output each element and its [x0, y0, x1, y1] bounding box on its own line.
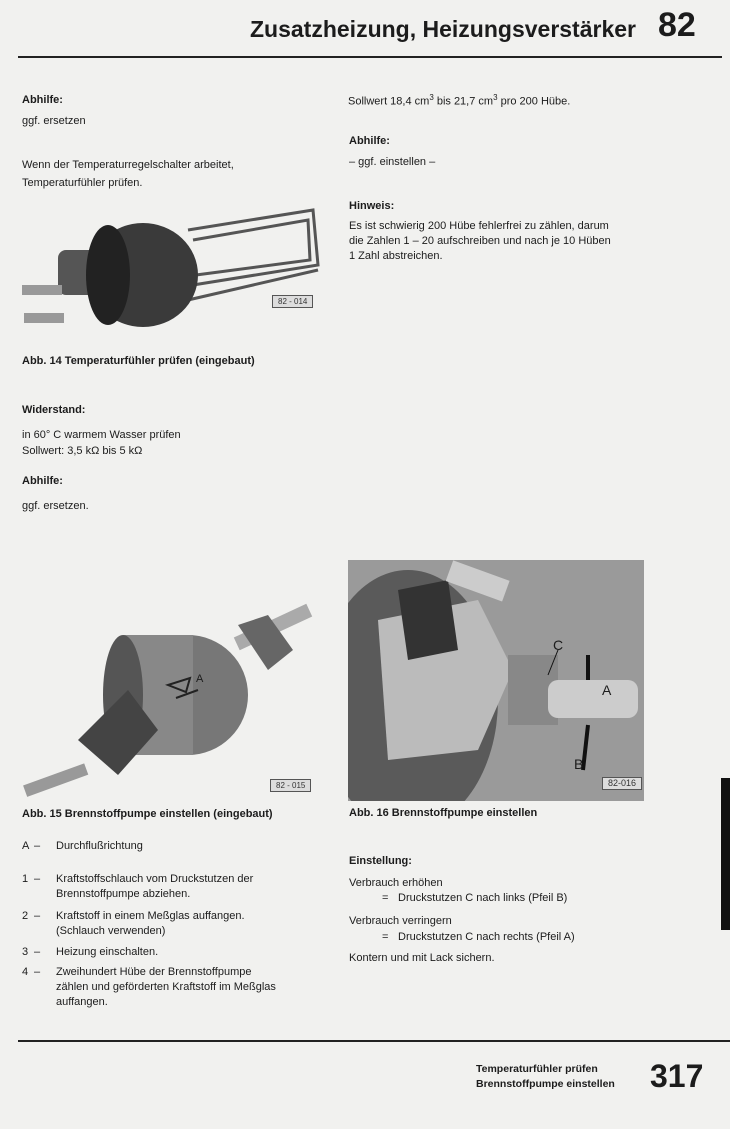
setting-value: Druckstutzen C nach links (Pfeil B) [398, 892, 568, 904]
footer-rule [18, 1040, 730, 1042]
kontern-text: Kontern und mit Lack sichern. [349, 952, 495, 964]
item-text: Kraftstoff in einem Meßglas auffangen. [56, 910, 245, 922]
item-number: A [22, 840, 30, 852]
setting-label: Verbrauch verringern [349, 915, 452, 927]
list-item [22, 945, 322, 960]
footer-topic: Brennstoffpumpe einstellen [476, 1078, 615, 1090]
page-number: 317 [650, 1058, 704, 1094]
abhilfe-text: – ggf. einstellen – [349, 156, 436, 168]
figure-caption: Abb. 14 Temperaturfühler prüfen (eingebaut) [22, 355, 255, 367]
footer-topic: Temperaturfühler prüfen [476, 1063, 598, 1075]
resistance-text: in 60° C warmem Wasser prüfen [22, 429, 181, 441]
item-text: Zweihundert Hübe der Brennstoffpumpe [56, 966, 252, 978]
abhilfe-text: ggf. ersetzen [22, 115, 86, 127]
item-dash: – [34, 910, 41, 922]
setting-value: Druckstutzen C nach rechts (Pfeil A) [398, 931, 575, 943]
label-c: C [553, 637, 564, 653]
figure-number-label: 82 - 015 [270, 779, 311, 792]
item-number: 3 [22, 946, 29, 958]
label-b: B [574, 756, 584, 772]
temperature-sensor-photo [18, 205, 328, 340]
abhilfe-heading: Abhilfe: [22, 94, 63, 106]
chapter-number: 82 [658, 6, 696, 44]
instruction-text: Wenn der Temperaturregelschalter arbeitet, [22, 159, 234, 171]
item-text: Kraftstoffschlauch vom Druckstutzen der [56, 873, 254, 885]
fuel-pump-photo [18, 600, 328, 800]
abhilfe-heading: Abhilfe: [22, 475, 63, 487]
hinweis-text: Es ist schwierig 200 Hübe fehlerfrei zu zählen, darum [349, 220, 609, 232]
sollwert-text: Sollwert 18,4 $cm^3$ bis 21,7 $cm^3$ pro 200 Hübe. [348, 93, 571, 108]
thumb-index-tab [721, 778, 730, 930]
list-item [22, 872, 322, 902]
instruction-text: Temperaturfühler prüfen. [22, 177, 143, 189]
item-text: auffangen. [56, 996, 108, 1008]
equals-sign: = [382, 931, 389, 943]
setting-label: Verbrauch erhöhen [349, 877, 443, 889]
abhilfe-text: ggf. ersetzen. [22, 500, 89, 512]
label-a: A [602, 682, 612, 698]
widerstand-heading: Widerstand: [22, 404, 86, 416]
hinweis-text: 1 Zahl abstreichen. [349, 250, 443, 262]
hinweis-heading: Hinweis: [349, 200, 395, 212]
page-title: Zusatzheizung, Heizungsverstärker [250, 16, 636, 42]
item-number: 1 [22, 873, 29, 885]
abhilfe-heading: Abhilfe: [349, 135, 390, 147]
figure-number-label: 82 - 014 [272, 295, 313, 308]
figure-caption: Abb. 15 Brennstoffpumpe einstellen (eingebaut) [22, 808, 273, 820]
flow-arrow-label: A [196, 673, 204, 685]
item-text: (Schlauch verwenden) [56, 925, 166, 937]
item-text: Brennstoffpumpe abziehen. [56, 888, 191, 900]
pump-adjustment-photo [348, 560, 644, 801]
figure-number-label: 82-016 [602, 777, 642, 790]
item-dash: – [34, 840, 41, 852]
header-rule [18, 56, 722, 58]
item-dash: – [34, 873, 41, 885]
item-dash: – [34, 946, 41, 958]
list-item [22, 839, 322, 854]
resistance-value: Sollwert: 3,5 kΩ bis 5 kΩ [22, 445, 143, 457]
item-text: Durchflußrichtung [56, 840, 143, 852]
figure-caption: Abb. 16 Brennstoffpumpe einstellen [349, 807, 538, 819]
equals-sign: = [382, 892, 389, 904]
item-dash: – [34, 966, 41, 978]
item-number: 2 [22, 910, 29, 922]
item-number: 4 [22, 966, 29, 978]
list-item [22, 909, 322, 939]
list-item [22, 965, 322, 1010]
item-text: Heizung einschalten. [56, 946, 159, 958]
item-text: zählen und geförderten Kraftstoff im Meßglas [56, 981, 276, 993]
hinweis-text: die Zahlen 1 – 20 aufschreiben und nach je 10 Hüben [349, 235, 611, 247]
einstellung-heading: Einstellung: [349, 855, 412, 867]
